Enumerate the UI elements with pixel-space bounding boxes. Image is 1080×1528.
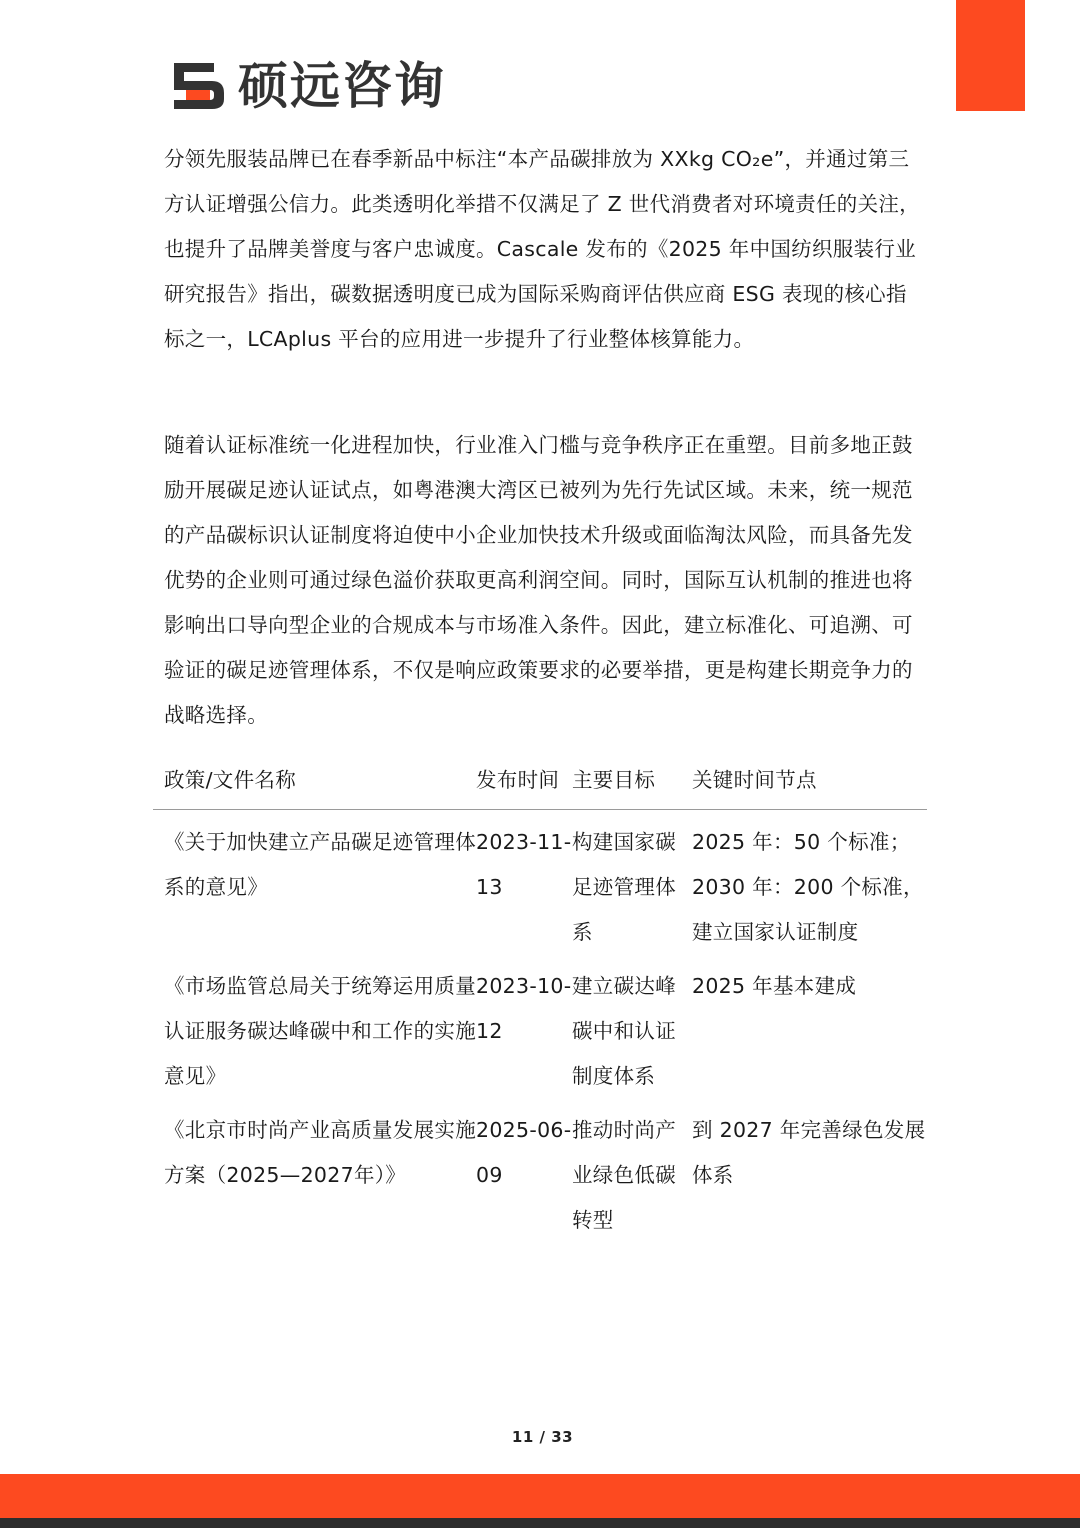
main-goal-cell: 构建国家碳足迹管理体系 [572, 830, 676, 944]
table-header-row [153, 758, 927, 810]
footer-dark-strip [0, 1518, 1080, 1528]
company-logo-mark-icon [172, 61, 226, 111]
policy-table [153, 758, 927, 1252]
release-date-cell: 2025-06-09 [476, 1118, 572, 1187]
column-header-main-goal: 主要目标 [572, 758, 692, 810]
table-row [153, 964, 927, 1108]
company-name: 硕远咨询 [238, 57, 446, 115]
table-row [153, 1108, 927, 1252]
release-date-cell: 2023-11-13 [476, 830, 572, 899]
paragraph-carbon-labeling: 分领先服装品牌已在春季新品中标注“本产品碳排放为 XXkg CO₂e”，并通过第三方认证增强公信力。此类透明化举措不仅满足了 Z 世代消费者对环境责任的关注，也提升了品牌美誉度与客户忠诚度。Cascale 发布的《2025 年中国纺织服装行业研究报告》指出，碳数据透明度已成为国际采购商评估供应商 ESG 表现的核心指标之一，LCAplus 平台的应用进一步提升了行业整体核算能力。 [164, 147, 920, 351]
company-logo [172, 56, 446, 116]
key-milestones-cell: 2025 年：50 个标准；2030 年：200 个标准，建立国家认证制度 [692, 830, 924, 944]
column-header-release-date: 发布时间 [476, 758, 572, 810]
footer-accent-bar [0, 1474, 1080, 1518]
policy-name-cell: 《市场监管总局关于统筹运用质量认证服务碳达峰碳中和工作的实施意见》 [164, 974, 476, 1088]
paragraph-certification-standards: 随着认证标准统一化进程加快，行业准入门槛与竞争秩序正在重塑。目前多地正鼓励开展碳足迹认证试点，如粤港澳大湾区已被列为先行先试区域。未来，统一规范的产品碳标识认证制度将迫使中小企业加快技术升级或面临淘汰风险，而具备先发优势的企业则可通过绿色溢价获取更高利润空间。同时，国际互认机制的推进也将影响出口导向型企业的合规成本与市场准入条件。因此，建立标准化、可追溯、可验证的碳足迹管理体系，不仅是响应政策要求的必要举措，更是构建长期竞争力的战略选择。 [164, 433, 913, 727]
key-milestones-cell: 2025 年基本建成 [692, 974, 857, 998]
main-goal-cell: 建立碳达峰碳中和认证制度体系 [572, 974, 676, 1088]
corner-accent-tab [956, 0, 1025, 111]
release-date-cell: 2023-10-12 [476, 974, 572, 1043]
policy-name-cell: 《关于加快建立产品碳足迹管理体系的意见》 [164, 830, 476, 899]
column-header-policy-name: 政策/文件名称 [153, 758, 476, 810]
key-milestones-cell: 到 2027 年完善绿色发展体系 [692, 1118, 926, 1187]
page-number: 11 / 33 [511, 1428, 574, 1446]
main-goal-cell: 推动时尚产业绿色低碳转型 [572, 1118, 676, 1232]
table-row [153, 810, 927, 965]
column-header-key-milestones: 关键时间节点 [692, 758, 927, 810]
policy-name-cell: 《北京市时尚产业高质量发展实施方案（2025—2027年）》 [164, 1118, 476, 1187]
